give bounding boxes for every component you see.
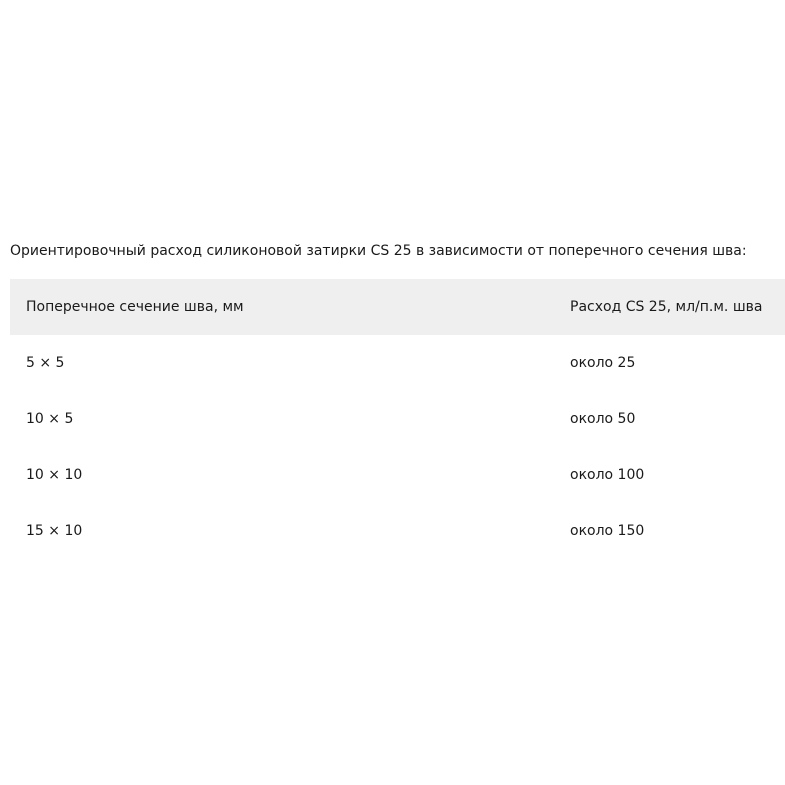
header-joint-section: Поперечное сечение шва, мм: [26, 299, 244, 315]
table-row: [10, 391, 785, 447]
cell-consumption: около 100: [570, 467, 645, 483]
consumption-table: [10, 279, 785, 559]
table-row: [10, 447, 785, 503]
table-row: [10, 335, 785, 391]
cell-consumption: около 50: [570, 411, 636, 427]
cell-consumption: около 25: [570, 355, 636, 371]
table-row: [10, 503, 785, 559]
cell-joint-section: 5 × 5: [26, 355, 65, 371]
cell-joint-section: 15 × 10: [26, 523, 83, 539]
cell-joint-section: 10 × 5: [26, 411, 74, 427]
intro-text: Ориентировочный расход силиконовой затирки CS 25 в зависимости от поперечного сечения шва:: [10, 243, 747, 259]
table-header-row: [10, 279, 785, 335]
cell-joint-section: 10 × 10: [26, 467, 83, 483]
cell-consumption: около 150: [570, 523, 645, 539]
header-consumption: Расход CS 25, мл/п.м. шва: [570, 299, 763, 315]
